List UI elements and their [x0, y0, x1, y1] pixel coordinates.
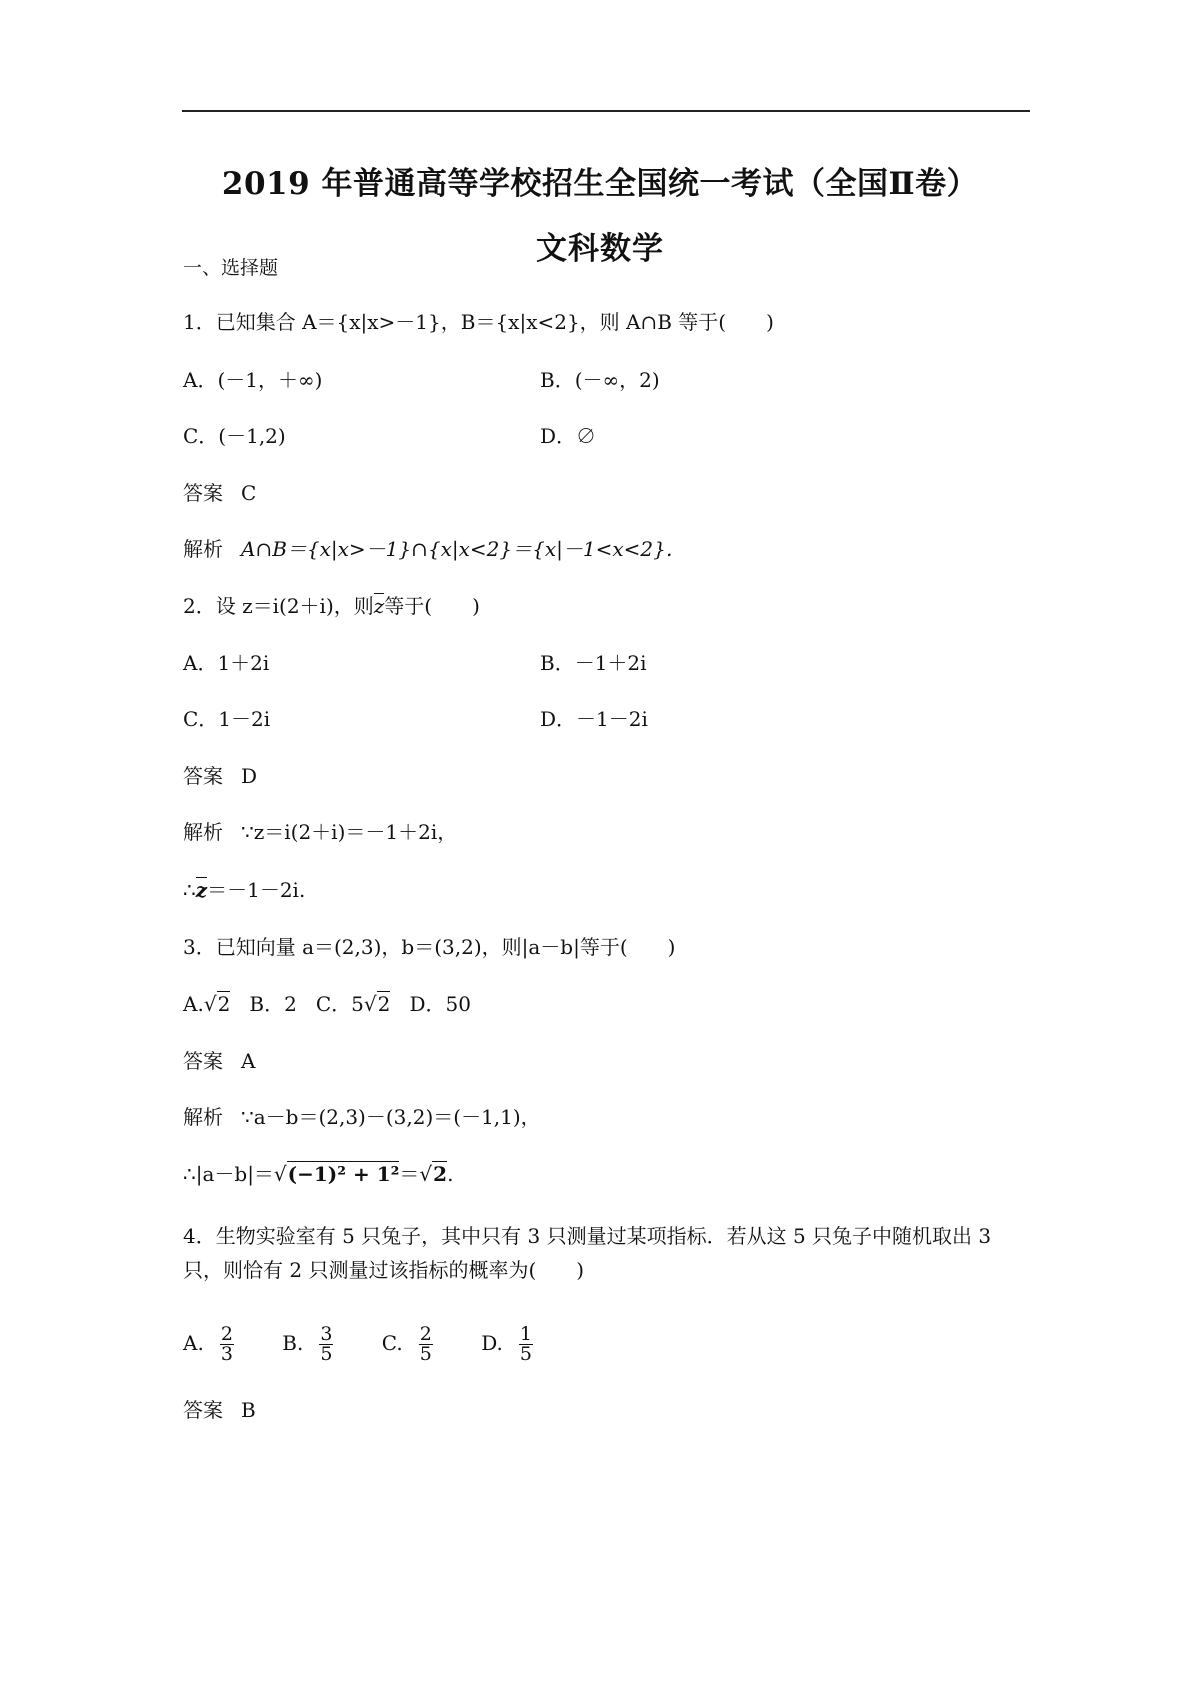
q4-option-c-label: C.	[381, 1331, 403, 1355]
q3-answer	[183, 1047, 255, 1075]
q2-analysis-line2	[183, 876, 305, 904]
q4-option-d-fraction	[519, 1325, 547, 1364]
q4-option-b	[282, 1323, 361, 1365]
q3-option-a-label: A.	[183, 992, 204, 1016]
q4-stem-line1: 4．生物实验室有 5 只兔子，其中只有 3 只测量过某项指标．若从这 5 只兔子中随机取出 3	[183, 1224, 992, 1248]
q3-option-b: B．2	[249, 992, 297, 1016]
answer-label: 答案	[183, 764, 223, 788]
q1-answer	[183, 479, 256, 507]
q4-options	[183, 1318, 575, 1368]
q1-stem: 1．已知集合 A＝{x|x>－1}，B＝{x|x<2}，则 A∩B 等于( )	[183, 310, 774, 334]
page-subtitle: 文科数学	[536, 231, 664, 267]
q4-option-b-label: B.	[282, 1331, 304, 1355]
page-title: 2019 年普通高等学校招生全国统一考试（全国Ⅱ卷）	[221, 166, 979, 202]
q1-option-b: B．(－∞，2)	[540, 368, 660, 392]
q3-option-c: C．5√2	[315, 992, 391, 1016]
answer-label: 答案	[183, 1049, 223, 1073]
q3-analysis2-period: .	[447, 1162, 454, 1186]
q4-option-d	[481, 1323, 561, 1365]
answer-label: 答案	[183, 481, 223, 505]
q1-analysis-text: A∩B＝{x|x>－1}∩{x|x<2}＝{x|－1<x<2}．	[241, 537, 686, 561]
q4-option-a-fraction	[220, 1325, 248, 1364]
q2-answer-value: D	[241, 764, 258, 788]
fraction-denominator: 5	[519, 1343, 532, 1365]
q1-option-a: A．(－1，＋∞)	[183, 368, 323, 392]
q4-answer	[183, 1396, 256, 1424]
q3-option-c-label: C．5	[315, 992, 364, 1016]
q4-option-a-label: A.	[183, 1331, 204, 1355]
q2-stem-tail: 等于( )	[384, 594, 480, 618]
therefore-symbol: ∴	[183, 878, 196, 902]
q4-option-d-label: D.	[481, 1331, 503, 1355]
q2-option-d: D．－1－2i	[540, 707, 648, 731]
q2-option-a: A．1＋2i	[183, 651, 270, 675]
q2-result-text: ＝－1－2i.	[207, 878, 306, 902]
q4-answer-value: B	[241, 1398, 256, 1422]
q3-option-d: D．50	[409, 992, 471, 1016]
analysis-label: 解析	[183, 820, 223, 844]
q3-analysis	[183, 1103, 541, 1131]
q3-analysis-text: ∵a－b＝(2,3)－(3,2)＝(－1,1)，	[241, 1105, 541, 1129]
q2-conjugate-z-result: z	[195, 878, 208, 902]
fraction-denominator: 5	[419, 1343, 432, 1365]
q3-options	[183, 990, 471, 1018]
q4-option-b-fraction	[319, 1325, 347, 1364]
header-rule	[182, 110, 1030, 112]
q3-analysis2-start: ∴|a－b|＝√	[183, 1162, 287, 1186]
q1-answer-value: C	[241, 481, 257, 505]
analysis-label: 解析	[183, 1105, 223, 1129]
q3-analysis2-radicand: (−1)² + 1²	[287, 1162, 400, 1186]
fraction-numerator: 1	[519, 1323, 532, 1345]
fraction-denominator: 3	[220, 1343, 233, 1365]
q2-analysis	[183, 818, 457, 846]
q3-answer-value: A	[241, 1049, 256, 1073]
q3-analysis-line2	[183, 1160, 453, 1188]
analysis-label: 解析	[183, 537, 223, 561]
q3-option-a-radicand: 2	[217, 992, 231, 1016]
q4-stem-line2: 只，则恰有 2 只测量过该指标的概率为( )	[183, 1258, 585, 1282]
q4-option-c	[381, 1323, 461, 1365]
q3-analysis2-result-radicand: 2	[433, 1162, 448, 1186]
q2-conjugate-z: z	[373, 594, 385, 618]
q1-analysis	[183, 535, 686, 563]
q4-option-c-fraction	[419, 1325, 447, 1364]
q1-option-d: D．∅	[540, 424, 597, 448]
fraction-numerator: 3	[320, 1323, 333, 1345]
q2-stem-text: 2．设 z＝i(2＋i)，则	[183, 594, 374, 618]
q3-analysis2-eq: ＝√	[399, 1162, 433, 1186]
q2-stem	[183, 592, 480, 620]
fraction-numerator: 2	[419, 1323, 432, 1345]
section-heading: 一、选择题	[183, 257, 279, 279]
answer-label: 答案	[183, 1398, 223, 1422]
q2-option-c: C．1－2i	[183, 707, 271, 731]
fraction-numerator: 2	[220, 1323, 233, 1345]
q2-option-b: B．－1＋2i	[540, 651, 647, 675]
q3-stem: 3．已知向量 a＝(2,3)，b＝(3,2)，则|a－b|等于( )	[183, 935, 676, 959]
q3-option-c-radicand: 2	[377, 992, 391, 1016]
q4-option-a	[183, 1323, 262, 1365]
q3-option-a: A.√2	[183, 992, 231, 1016]
q1-option-c: C．(－1,2)	[183, 424, 286, 448]
q2-analysis-text: ∵z＝i(2＋i)＝－1＋2i，	[241, 820, 458, 844]
fraction-denominator: 5	[320, 1343, 333, 1365]
q2-answer	[183, 762, 257, 790]
